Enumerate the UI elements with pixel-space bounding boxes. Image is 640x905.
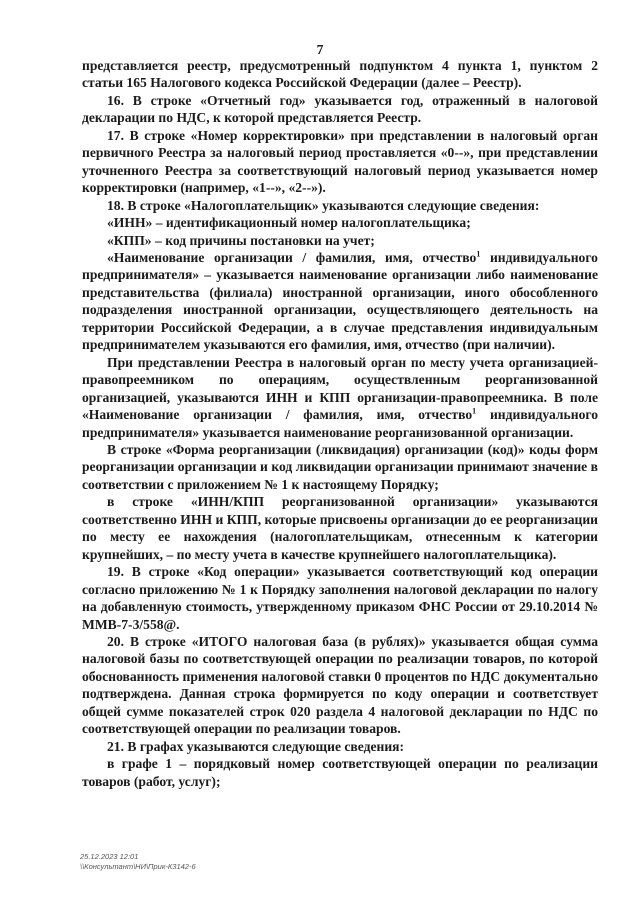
paragraph: 18. В строке «Налогоплательщик» указываются следующие сведения: (107, 197, 540, 213)
paragraph: 16. В строке «Отчетный год» указывается год, отраженный в налоговой декларации по НДС, к которой представляется Реестр. (82, 92, 598, 126)
paragraph: 19. В строке «Код операции» указывается соответствующий код операции согласно приложению № 1 к Порядку заполнения налоговой декларации по налогу на добавленную стоимость, утвержденному приказом ФНС России от 29.10.2014 № ММВ-7-3/558@. (82, 564, 598, 632)
paragraph: 21. В графах указываются следующие сведения: (107, 738, 405, 754)
footer-file-path: \\Консультант\НИ\Прик-К3142-6 (80, 862, 196, 871)
footnote-marker: 1 (476, 249, 481, 259)
paragraph: 20. В строке «ИТОГО налоговая база (в рублях)» указывается общая сумма налоговой базы по соответствующей операции по реализации товаров, по которой обоснованность применения налоговой ставки 0 процентов по НДС документально подтверждена. Данная строка формируется по коду операции и соответствует общей сумме показателей строк 020 раздела 4 налоговой декларации по НДС по соответствующей операции по реализации товаров. (82, 633, 598, 737)
page-number: 7 (316, 42, 324, 57)
paragraph: При представлении Реестра в налоговый орган по месту учета организацией-правопреемником по операциям, осуществленным реорганизованной организацией, указываются ИНН и КПП организации-правопреемника. В поле «Наименование организации / фамилия, имя, отчество$^1$ индивидуального предпринимателя» указывается наименование реорганизованной организации. (82, 354, 598, 440)
paragraph: «КПП» – код причины постановки на учет; (107, 232, 375, 248)
paragraph: в строке «ИНН/КПП реорганизованной организации» указываются соответственно ИНН и КПП, которые присвоены организации до ее реорганизации по месту ее нахождения (налогоплательщикам, отнесенным к категории крупнейших, – по месту учета в качестве крупнейшего налогоплательщика). (82, 494, 598, 562)
footnote-marker: 1 (472, 406, 477, 416)
footer-timestamp: 25.12.2023 12:01 (80, 852, 139, 861)
paragraph: представляется реестр, предусмотренный подпунктом 4 пункта 1, пунктом 2 статьи 165 Налогового кодекса Российской Федерации (далее – Реестр). (82, 58, 598, 91)
paragraph: 17. В строке «Номер корректировки» при представлении в налоговый орган первичного Реестра за налоговый период проставляется «0--», при представлении уточненного Реестра за соответствующий налоговый период указывается номер корректировки (например, «1--», «2--»). (82, 127, 598, 196)
paragraph: «ИНН» – идентификационный номер налогоплательщика; (107, 215, 471, 231)
document-footer (80, 852, 196, 872)
document-body (82, 57, 598, 790)
paragraph: В строке «Форма реорганизации (ликвидация) организации (код)» коды форм реорганизации организации и код ликвидации организации принимают значение в соответствии с приложением № 1 к настоящему Порядку; (82, 441, 598, 492)
paragraph: в графе 1 – порядковый номер соответствующей операции по реализации товаров (работ, услуг); (82, 756, 598, 789)
paragraph: «Наименование организации / фамилия, имя, отчество$^1$ индивидуального предпринимателя» – указывается наименование организации либо наименование представительства (филиала) иностранной организации, иного обособленного подразделения иностранной организации, осуществляющего деятельность на территории Российской Федерации, а в случае представления индивидуальным предпринимателем указываются его фамилия, имя, отчество (при наличии). (82, 249, 598, 353)
